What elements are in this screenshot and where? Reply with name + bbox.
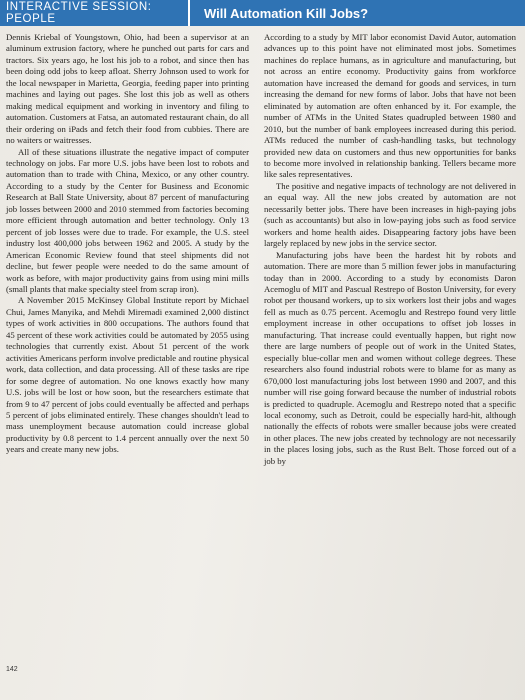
left-paragraph-1: Dennis Kriebal of Youngstown, Ohio, had been a supervisor at an aluminum extrusion factory, where he punched out parts for cars and tractors. Six years ago, he lost his job to a robot, and since then has been doing odd jobs to keep afloat. Sherry Johnson used to work for the local newspaper in Marietta, Georgia, feeding paper into printing machines and laying out pages. She lost this job as well as others making medical equipment and working in inventory and filing to automation. Customers at Fatsa, an automated restaurant chain, do all their ordering on iPads and fetch their food from cubbies. There are no waiters or waitresses. bbox=[6, 32, 249, 146]
left-text-column bbox=[6, 32, 249, 456]
right-paragraph-2: The positive and negative impacts of technology are not delivered in an equal way. All the new jobs created by automation are not necessarily better jobs. There have been increases in high-paying jobs (such as accountants) but also in low-paying jobs such as food service workers and home health aides. Disappearing factory jobs have been largely replaced by new jobs in the service sector. bbox=[264, 180, 516, 249]
left-paragraph-3: A November 2015 McKinsey Global Institute report by Michael Chui, James Manyika, and Mehdi Miremadi examined 2,000 distinct types of work activities in 800 occupations. The authors found that 45 percent of these work activities could be automated by 2055 using technologies that currently exist. About 51 percent of the work activities Americans perform involve predictable and routine physical work, data collection, and data processing. All of these tasks are ripe for some degree of automation. No one knows exactly how many U.S. jobs will be lost or how soon, but the researchers estimate that from 9 to 47 percent of jobs could eventually be affected and perhaps 5 percent of jobs eliminated entirely. These changes shouldn't lead to mass unemployment because automation could increase global productivity by 0.8 percent to 1.4 percent annually over the next 50 years and create many new jobs. bbox=[6, 295, 249, 455]
left-paragraph-2: All of these situations illustrate the negative impact of computer technology on jobs. Far more U.S. jobs have been lost to robots and automation than to trade with China, Mexico, or any other country. According to a study by the Center for Business and Economic Research at Ball State University, about 87 percent of manufacturing job losses between 2000 and 2010 stemmed from factories becoming more efficient through automation and better technology. Only 13 percent of job losses were due to trade. For example, the U.S. steel industry lost 400,000 jobs between 1962 and 2005. A study by the American Economic Review found that steel shipments did not decline, but fewer people were needed to do the same amount of work as before, with major productivity gains from using mini mills (small plants that make specialty steel from scrap iron). bbox=[6, 146, 249, 294]
section-label: INTERACTIVE SESSION: PEOPLE bbox=[0, 0, 190, 26]
right-paragraph-1: According to a study by MIT labor economist David Autor, automation advances up to this point have not eliminated most jobs. Sometimes machines do replace humans, as in agriculture and manufacturing, but not across an entire economy. Productivity gains from workforce automation have increased the demand for goods and services, in turn increasing the demand for new forms of labor. Jobs that have not been eliminated by automation are often enhanced by it. For example, the number of ATMs in the United States quadrupled between 1980 and 2010, but the number of bank employees increased during this period. ATMs reduced the number of cash-handling tasks, but technology provided new data on customers and thus new opportunities for banks to become more involved in relationship banking. Tellers became more like sales representatives. bbox=[264, 32, 516, 180]
right-text-column bbox=[264, 32, 516, 467]
article-title: Will Automation Kill Jobs? bbox=[204, 5, 369, 21]
session-header-bar bbox=[0, 0, 525, 26]
page-number: 142 bbox=[6, 666, 18, 673]
right-paragraph-3: Manufacturing jobs have been the hardest hit by robots and automation. There are more than 5 million fewer jobs in manufacturing today than in 2000. According to a study by economists Daron Acemoglu of MIT and Pascual Restrepo of Boston University, for every robot per thousand workers, up to six workers lost their jobs and wages fell as much as 0.75 percent. Acemoglu and Restrepo found very little employment increase in other occupations to offset job losses in manufacturing. That increase could eventually happen, but right now there are large numbers of people out of work in the United States, especially blue-collar men and women without college degrees. These researchers also found industrial robots were to blame for as many as 670,000 lost manufacturing jobs lost between 1990 and 2007, and this number will rise going forward because the number of industrial robots is predicted to quadruple. Acemoglu and Restrepo noted that a specific local economy, such as Detroit, could be especially hard-hit, although nationally the effects of robots were smaller because jobs were created in other places. The new jobs created by technology are not necessarily in the places losing jobs, such as the Rust Belt. Those forced out of a job by bbox=[264, 249, 516, 466]
